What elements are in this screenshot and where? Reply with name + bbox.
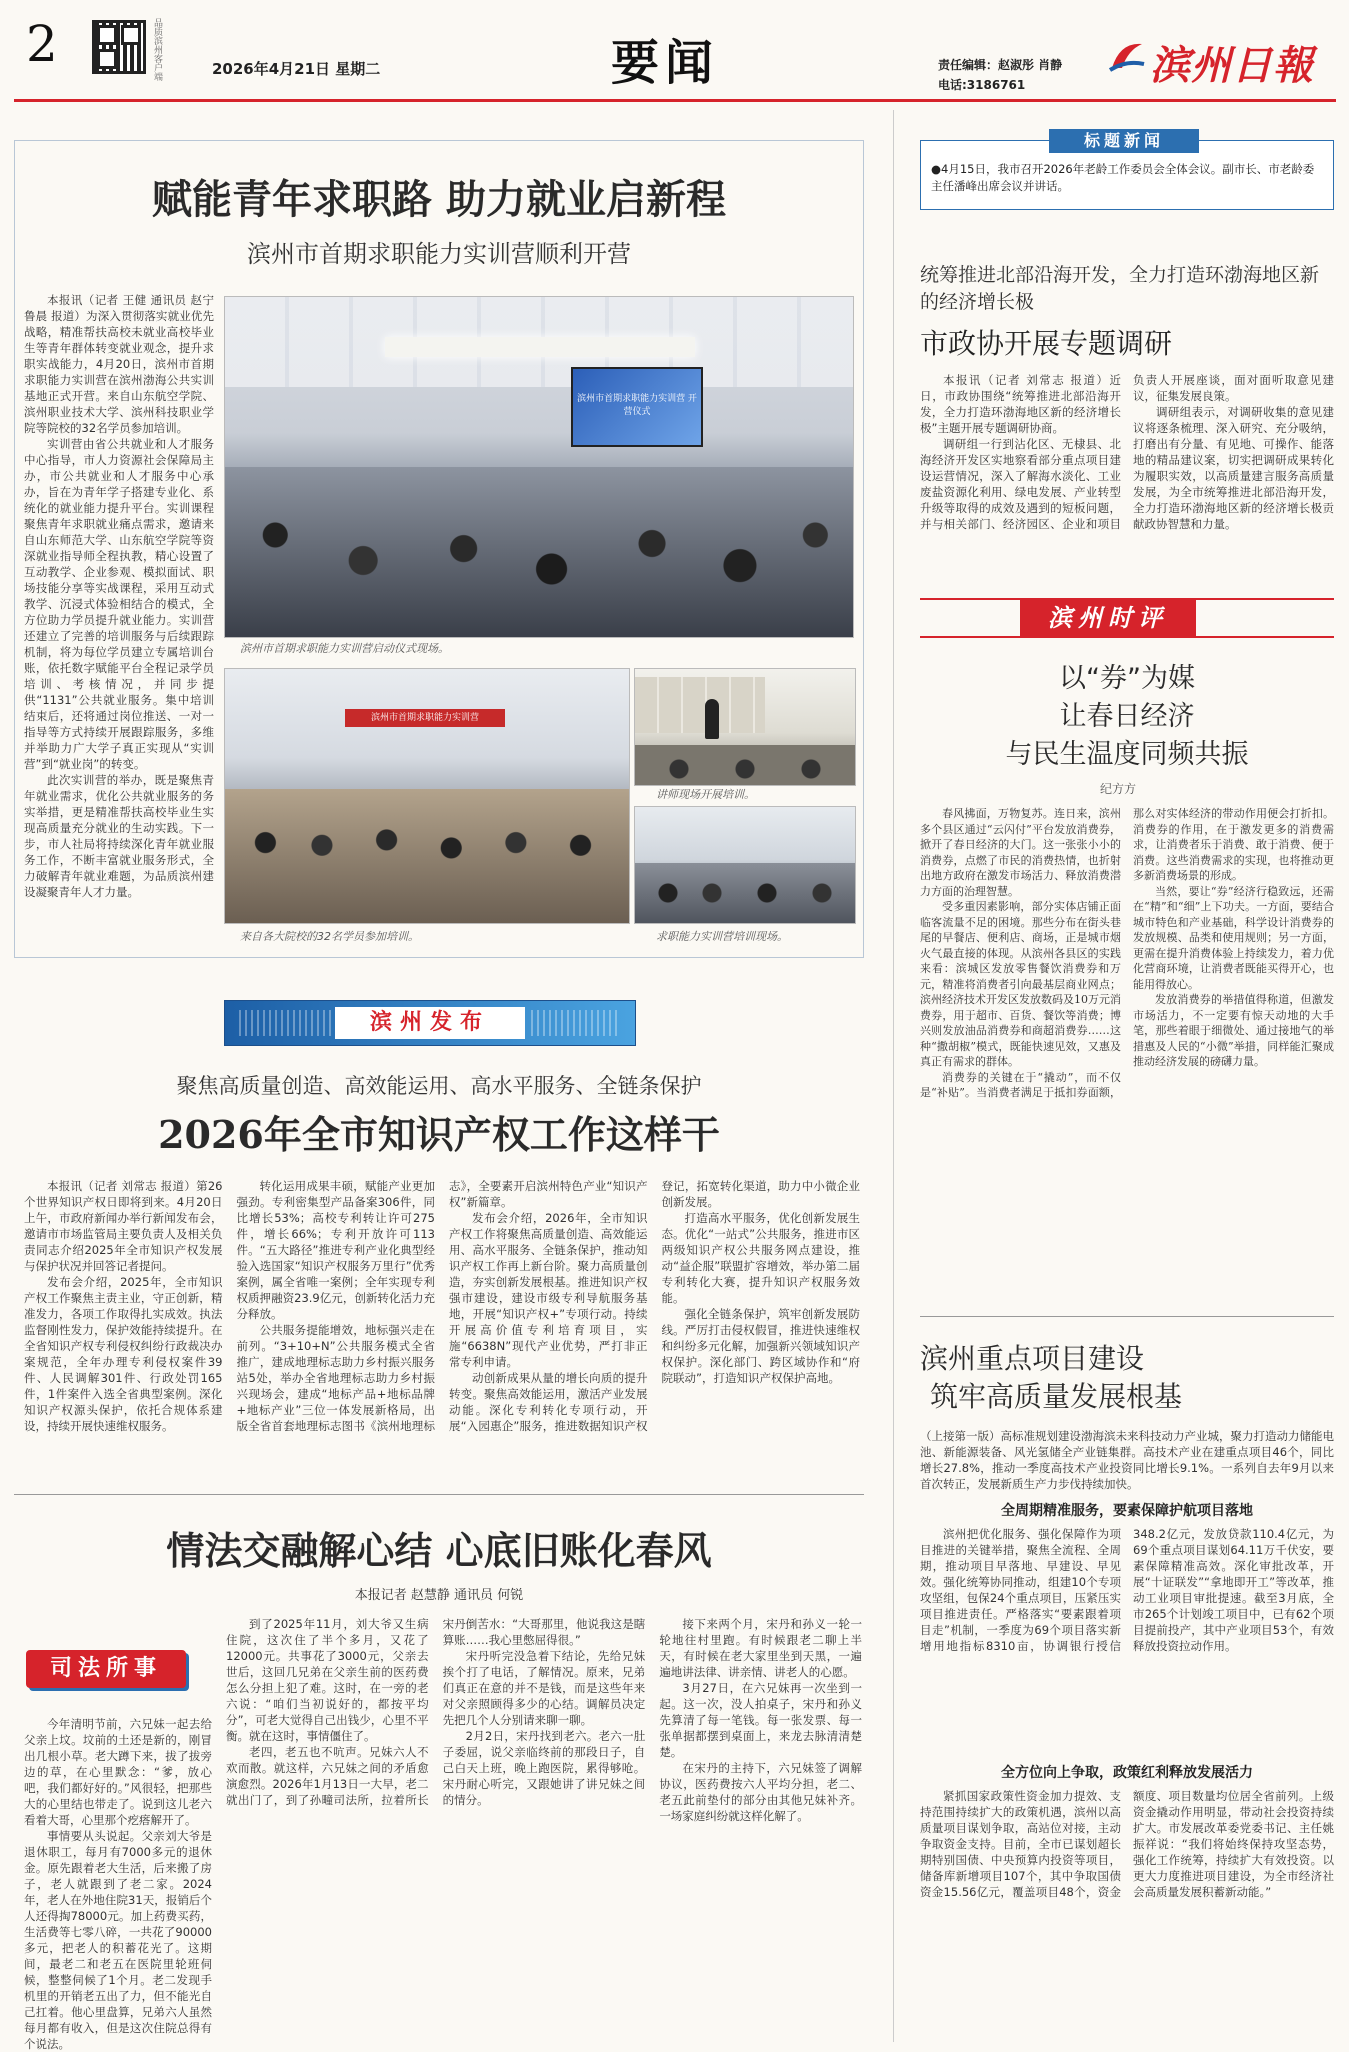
qr-code-icon[interactable] [92,20,146,74]
projects-title [920,1340,1334,1416]
stage-screen-text: 滨州市首期求职能力实训营 开营仪式 [577,394,697,417]
release-paragraph: 强化全链条保护，筑牢创新发展防线。严厉打击侵权假冒，推进快速维权和纠纷多元化解，加强新兴领域知识产权保护。深化部门、跨区域协作和“府院联动”，打造知识产权保护高地。 [661,1307,860,1385]
photo-students [224,668,630,924]
cppcc-body [920,372,1334,568]
qr-caption: 品质滨州客户端 [152,18,162,81]
judicial-paragraph: 事情要从头说起。父亲刘大爷是退休职工，每月有7000多元的退休金。原先跟着老大生活，后来搬了房子，老人就跟到了老二家。2024年，老人在外地住院31天，报销后个人还得掏78000元。加上药费买药，生活费等七零八碎，一共花了90000多元，把老人的积蓄花光了。这期间，最老二和老五在医院里轮班伺候，整整伺候了1个月。老二发现手机里的开销老五出了力，但不能光自己扛着。他心里盘算，兄弟六人虽然每月都有收入，但是这次住院总得有个说法。 [24,1829,212,2051]
commentary-paragraph: 春风拂面，万物复苏。连日来，滨州多个县区通过“云闪付”平台发放消费券，掀开了春日经济的大门。这一张张小小的消费券，点燃了市民的消费热情，也折射出地方政府在激发市场活力、释放消费潜力方面的治理智慧。 [920,807,1121,898]
lead-byline: 本报讯（记者 王健 通讯员 赵宁 鲁晨 报道） [24,293,214,323]
judicial-title: 情法交融解心结 心底旧账化春风 [166,1528,712,1573]
section-title: 要闻 [610,35,719,91]
judicial-paragraph: 接下来两个月，宋丹和孙义一轮一轮地往村里跑。有时候跟老二聊上半天，有时候在老大家里坐到天黑，一遍遍地讲法律、讲亲情、讲老人的心愿。 [659,1617,862,1679]
lead-paragraph: 此次实训营的举办，既是聚焦青年就业需求，优化公共就业服务的务实举措，更是精准帮扶高校毕业生实现高质量充分就业的生动实践。下一步，市人社局将持续深化青年就业服务工作，不断丰富就业服务形式，全力破解青年就业难题，为品质滨州建设凝聚青年人才力量。 [24,773,214,899]
judicial-paragraph: 到了2025年11月，刘大爷又生病住院，这次住了半个多月，又花了12000元。共事花了3000元，父亲去世后，这回几兄弟在父亲生前的医药费怎么分担上犯了难。这时，在一旁的老六说：“咱们当初说好的，都按平均分”，可老大觉得自己出钱少，心里不平衡。就在这时，事情僵住了。 [226,1617,429,1743]
commentary-bar [920,598,1334,638]
release-banner [224,1000,636,1046]
lead-paragraph: 为深入贯彻落实就业优先战略，精准帮扶高校未就业高校毕业生等青年群体转变就业观念，提升求职实战能力，4月20日，滨州市首期求职能力实训营在滨州渤海公共实训基地正式开营。来自山东航空学院、滨州职业技术大学、滨州科技职业学院等院校的32名学员参加培训。 [24,309,215,435]
judicial-paragraph: 今年清明节前，六兄妹一起去给父亲上坟。坟前的土还是新的，刚冒出几根小草。老大蹲下来，拔了拔旁边的草，在心里默念：“爹，放心吧，我们都好好的。”风很轻，把那些大的心里结也带走了。说到这儿老六看着大哥，心里那个疙瘩解开了。 [24,1717,212,1827]
lead-subtitle: 滨州市首期求职能力实训营顺利开营 [247,240,631,268]
release-body [24,1178,860,1480]
release-kicker: 聚焦高质量创造、高效能运用、高水平服务、全链条保护 [176,1074,702,1098]
cppcc-paragraph: 本报讯（记者 刘常志 报道）近日，市政协围绕“统筹推进北部沿海开发，全力打造环渤海地区新的经济增长极”主题开展专题调研协商。 [920,373,1121,435]
commentary-title-line: 与民生温度同频共振 [1005,739,1249,770]
column-rule [920,1316,1334,1317]
judicial-paragraph: 在宋丹的主持下，六兄妹签了调解协议，医药费按六人平均分担，老二、老五此前垫付的部分由其他兄妹补齐。一场家庭纠纷就这样化解了。 [659,1761,862,1823]
section-rule [14,1494,864,1495]
news-text: ●4月15日，我市召开2026年老龄工作委员会全体会议。副市长、市老龄委主任潘峰出席会议并讲话。 [931,162,1315,193]
page-header [0,0,1349,105]
release-paragraph: 公共服务提能增效，地标强兴走在前列。“3+10+N”公共服务模式全省推广，建成地理标志助力乡村振兴服务站5处，举办全省地理标志助力乡村振兴现场会，建成“地标产品+地标品牌+地标产业”三位一体发展新格局，出版全省首套地理标志图书《滨州地理标志》，全要素开启滨州特色产业“知识产权”新篇章。 [236,1179,648,1433]
commentary-paragraph: 受多重因素影响，部分实体店铺正面临客流量不足的困境。那些分布在街头巷尾的早餐店、便利店、商场，正是城市烟火气最直接的体现。从滨州各县区的实践来看：滨城区发放零售餐饮消费券和万元，精准将消费者引向最基层商业网点；滨州经济技术开发区发放数码及10万元消费券，用于超市、百货、餐饮等消费；博兴则发放油品消费券和商超消费券……这种“撒胡椒”模式，既能快速见效，又惠及真正有需求的群体。 [920,900,1121,1068]
projects-title-line: 滨州重点项目建设 [920,1342,1145,1375]
lead-body [24,292,214,940]
lead-title: 赋能青年求职路 助力就业启新程 [152,176,726,223]
commentary-title [920,660,1334,774]
commentary-column-logo: 滨州时评 [1020,598,1196,638]
projects-section-1 [920,1526,1334,1750]
release-title: 2026年全市知识产权工作这样干 [158,1112,720,1157]
issue-date: 2026年4月21日 星期二 [212,60,381,78]
stage-screen [571,367,703,447]
commentary-author: 纪方方 [1100,782,1137,796]
news-box [920,131,1334,210]
projects-section-2 [920,1788,1334,2042]
commentary-title-line: 以“券”为媒 [1059,663,1195,694]
judicial-byline: 本报记者 赵慧静 通讯员 何锐 [354,1588,524,1603]
commentary-paragraph: 发放消费券的举措值得称道，但激发市场活力，不一定要有惊天动地的大手笔，那些着眼于细微处、通过接地气的举措惠及人民的“小微”举措，同样能汇聚成推动经济发展的磅礴力量。 [1133,993,1334,1068]
photo-opening-ceremony [224,296,854,638]
release-paragraph: 转化运用成果丰硕，赋能产业更加强劲。专利密集型产品备案306件，同比增长53%；高校专利转让许可275件，增长66%；专利开放许可113件。“五大路径”推进专利产业化典型经验入选国家“知识产权服务万里行”优秀案例，属全省唯一案例；全年实现专利权质押融资23.9亿元，创新转化活力充分释放。 [236,1179,435,1321]
projects-intro: （上接第一版）高标准规划建设渤海滨未来科技动力产业城，聚力打造动力储能电池、新能源装备、风光氢储全产业链集群。高技术产业在建重点项目46个，同比增长27.8%，推动一季度高技术产业投资同比增长9.1%。一系列自去年9月以来首次转正，发展新质生产力步伐持续加快。 [920,1429,1334,1491]
judicial-column-label [14,1640,198,1696]
projects-paragraph: 滨州把优化服务、强化保障作为项目推进的关键举措，聚焦全流程、全周期，推动项目早落地、早建设、早见效。强化统筹协同推动，组建10个专项攻坚组，包保24个重点项目，压紧压实项目推进责任。严格落实“要素跟着项目走”机制，一季度为69个项目落实新增用地指标8310亩，协调银行授信348.2亿元，发放贷款110.4亿元，为69个重点项目谋划64.11万千伏安，要素保障精准高效。深化审批改革，开展“十证联发”“拿地即开工”等改革，推动工业项目审批提速。截至3月底，全市265个计划竣工项目中，已有62个项目提前投产，其中产业项目53个，有效释放投资拉动作用。 [920,1527,1334,1653]
commentary-paragraph: 消费券的关键在于“撬动”，而不仅是“补贴”。当消费者满足于抵扣券面额，那么对实体经济的带动作用便会打折扣。消费券的作用，在于激发更多的消费需求，让消费者乐于消费、敢于消费、便于消费。这些消费需求的实现，也将推动更多新消费场景的形成。 [920,807,1334,1099]
header-rule [14,99,1336,102]
release-paragraph: 打造高水平服务，优化创新发展生态。优化“一站式”公共服务，推进市区两级知识产权公共服务网点建设，推动“益企服”联盟扩容增效，举办第二届专利转化大赛，提升知识产权服务效能。 [661,1211,860,1305]
editor-line: 责任编辑：赵淑彤 肖静 [938,58,1063,72]
phone-line: 电话:3186761 [938,78,1026,92]
release-paragraph: 发布会介绍，2026年，全市知识产权工作将聚焦高质量创造、高效能运用、高水平服务、全链条保护，推动知识产权工作再上新台阶。聚力高质量创造，夯实创新发展根基。推进知识产权强市建设，建设市级专利导航服务基地，开展“知识产权+”专项行动。持续开展高价值专利培育项目，实施“6638N”现代产业优势，严打非正常专利申请。 [449,1211,648,1369]
judicial-paragraph: 3月27日，在六兄妹再一次坐到一起。这一次，没人拍桌子，宋丹和孙义先算清了每一笔钱。每一张发票、每一张单据都摆到桌面上，来龙去脉清清楚楚。 [659,1681,862,1759]
cppcc-paragraph: 调研组表示，对调研收集的意见建议将逐条梳理、深入研究、充分吸纳，打磨出有分量、有见地、可操作、能落地的精品建议案，切实把调研成果转化为履职实效，以高质量建言服务高质量发展，为全市统筹推进北部沿海开发，全力打造环渤海地区新的经济增长极贡献政协智慧和力量。 [1133,405,1334,531]
release-banner-text: 滨州发布 [335,1007,525,1039]
news-tag: 标题新闻 [1049,129,1199,153]
classroom-banner: 滨州市首期求职能力实训营 [345,709,505,727]
column-divider [893,110,894,2042]
cppcc-paragraph: 调研组一行到沾化区、无棣县、北海经济开发区实地察看部分重点项目建设运营情况，深入了解海水淡化、工业废盐资源化利用、绿电发展、产业转型升级等取得的成效及遇到的短板问题，并与相关部门、经济园区、企业和项目负责人开展座谈，面对面听取意见建议，征集发展良策。 [920,373,1334,531]
projects-subheading-2: 全方位向上争取，政策红利释放发展活力 [1001,1765,1253,1781]
caption-students-photo: 来自各大院校的32名学员参加培训。 [240,930,419,943]
cppcc-title: 市政协开展专题调研 [920,327,1173,360]
judicial-body [226,1616,862,2042]
projects-title-line: 筑牢高质量发展根基 [930,1380,1183,1413]
lead-paragraph: 实训营由省公共就业和人才服务中心指导，市人力资源社会保障局主办，市公共就业和人才服务中心承办，旨在为青年学子搭建专业化、系统化的就业能力提升平台。实训课程聚焦青年求职就业痛点需求，邀请来自山东师范大学、山东航空学院等资深就业指导师全程执教，精心设置了互动教学、企业参观、模拟面试、职场技能分享等实战课程，采用互动式教学、沉浸式体验相结合的模式，全方位助力学员提升就业能力。实训营还建立了完善的培训服务与后续跟踪机制，将为每位学员建立专属培训台账，依托数字赋能平台全程记录学员培训、考核情况，并同步提供“1131”公共就业服务。集中培训结束后，还将通过岗位推送、一对一指导等方式持续开展跟踪服务，多维并举助力广大学子真正实现从“实训营”到“就业岗”的转变。 [24,437,214,771]
release-paragraph: 动创新成果从量的增长向质的提升转变。聚焦高效能运用，激活产业发展动能。深化专利转化专项行动，开展“入园惠企”服务，推进数据知识产权登记，拓宽转化渠道，助力中小微企业创新发展。 [449,1179,860,1433]
projects-paragraph: 紧抓国家政策性资金加力提效、支持范围持续扩大的政策机遇，滨州以高质量项目谋划争取，高站位对接，主动争取资金支持。目前，全市已谋划超长期特别国债、中央预算内投资等项目，储备库新增项目107个，其中争取国债资金15.56亿元，覆盖项目48个，资金额度、项目数量均位居全省前列。上级资金撬动作用明显，带动社会投资持续扩大。市发展改革委党委书记、主任姚振祥说：“我们将始终保持攻坚态势，强化工作统筹，持续扩大有效投资。以更大力度推进项目建设，为全市经济社会高质量发展积蓄新动能。” [920,1789,1334,1899]
judicial-body-left [24,1716,212,2051]
judicial-paragraph: 宋丹听完没急着下结论，先给兄妹挨个打了电话，了解情况。原来，兄弟们真正在意的并不是钱，而是这些年来对父亲照顾得多少的心结。调解员决定先把几个人分别请来聊一聊。 [442,1649,646,1727]
commentary-body [920,806,1334,1306]
release-paragraph: 发布会介绍，2025年，全市知识产权工作聚焦主责主业，守正创新，精准发力，各项工作取得扎实成效。执法监督刚性发力，保护效能持续提升。在全省知识产权专利侵权纠纷行政裁决办案规范，全年办理专利侵权案件39件、人民调解301件、行政处罚165件，1件案件入选全省典型案例。深化知识产权源头保护，依托合规体系建设，持续开展快速维权服务。 [24,1275,223,1433]
photo-training [634,806,856,924]
paper-name: 滨州日報 [1150,42,1314,89]
photo-lecturer [634,668,856,786]
judicial-paragraph: 2月2日，宋丹找到老六。老六一肚子委屈，说父亲临终前的那段日子，自己白天上班，晚上跑医院，累得够呛。宋丹耐心听完，又跟她讲了讲兄妹之间的情分。 [442,1729,646,1807]
commentary-paragraph: 当然，要让“券”经济行稳致远，还需在“精”和“细”上下功夫。一方面，要结合城市特色和产业基础，科学设计消费券的发放规模、品类和使用规则；另一方面，更需在提升消费体验上持续发力，着力优化营商环境，让消费者既能买得开心，也能用得放心。 [1133,884,1334,991]
page-number: 2 [26,15,58,73]
caption-lecturer-photo: 讲师现场开展培训。 [656,788,755,801]
caption-main-photo: 滨州市首期求职能力实训营启动仪式现场。 [240,642,449,655]
commentary-title-line: 让春日经济 [1059,701,1195,732]
judicial-paragraph: 老四，老五也不吭声。兄妹六人不欢而散。就这样，六兄妹之间的矛盾愈演愈烈。2026年1月13日一大早，老二就出门了，到了孙疃司法所，拉着所长宋丹倒苦水：“大哥那里，他说我这是瞎算账……我心里憋屈得很。” [226,1617,646,1807]
release-paragraph: 本报讯（记者 刘常志 报道）第26个世界知识产权日即将到来。4月20日上午，市政府新闻办举行新闻发布会，邀请市市场监管局主要负责人及相关负责同志介绍2025年全市知识产权发展与保护状况并回答记者提问。 [24,1179,223,1273]
cppcc-kicker: 统筹推进北部沿海开发，全力打造环渤海地区新的经济增长极 [920,264,1320,313]
paper-logo-icon [1108,38,1146,74]
projects-subheading-1: 全周期精准服务，要素保障护航项目落地 [1001,1503,1253,1519]
caption-training-photo: 求职能力实训营培训现场。 [656,930,788,943]
judicial-column-label-text: 司法所事 [26,1650,186,1688]
